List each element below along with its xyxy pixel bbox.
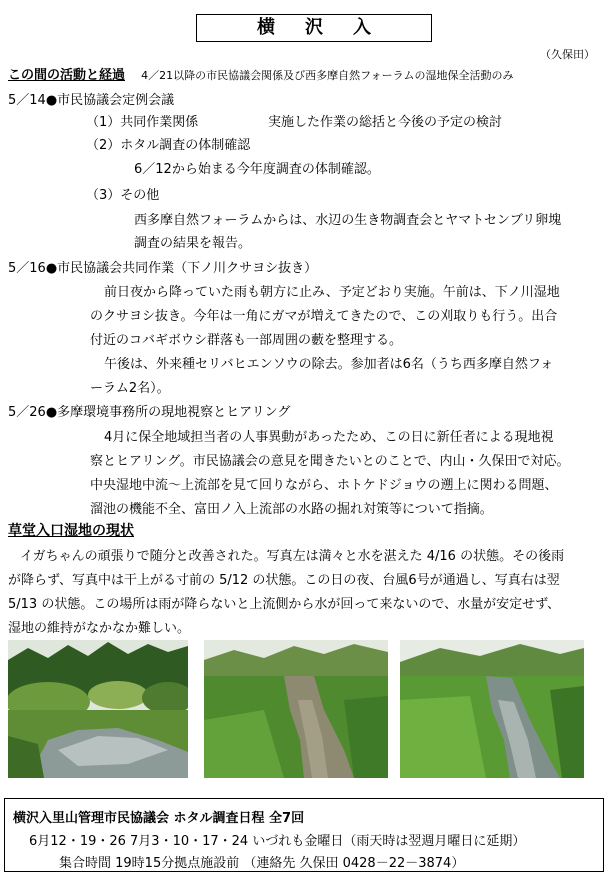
wetland-line-2: が降らず、写真中は干上がる寸前の 5/12 の状態。この日の夜、台風6号が通過し、写真右は翌	[8, 573, 560, 588]
schedule-dates: 6月12・19・26 7月3・10・17・24 いづれも金曜日（雨天時は翌週月曜日に延期）	[29, 834, 526, 849]
wetland-line-4: 湿地の維持がなかなか難しい。	[8, 621, 191, 636]
activity-heading-note: 4／21以降の市民協議会関係及び西多摩自然フォーラムの湿地保全活動のみ	[141, 69, 514, 82]
entry-0516-line-4: 午後は、外来種セリバヒエンソウの除去。参加者は6名（うち西多摩自然フォ	[104, 357, 554, 372]
page-title-box	[196, 14, 432, 42]
entry-0526-line-4: 溜池の機能不全、富田ノ入上流部の水路の掘れ対策等について指摘。	[90, 502, 493, 517]
schedule-meeting: 集合時間 19時15分拠点施設前 （連絡先 久保田 0428－22－3874）	[59, 856, 465, 871]
photo-right-wetland-0513	[400, 640, 584, 778]
wetland-line-3: 5/13 の状態。この場所は雨が降らないと上流側から水が回って来ないので、水量が安定せず、	[8, 597, 561, 612]
entry-0516-line-2: のクサヨシ抜き。今年は一角にガマが増えてきたので、この刈取りも行う。出合	[90, 309, 558, 324]
entry-0526-line-2: 察とヒアリング。市民協議会の意見を聞きたいとのことで、内山・久保田で対応。	[90, 454, 570, 469]
entry-item-3-detail-1: 西多摩自然フォーラムからは、水辺の生き物調査会とヤマトセンブリ卵塊	[134, 213, 562, 228]
entry-item-1-label: （1）共同作業関係	[86, 115, 199, 130]
entry-item-3: （3）その他	[86, 188, 160, 203]
entry-date-0526: 5／26●多摩環境事務所の現地視察とヒアリング	[8, 405, 291, 420]
photo-middle-wetland-0512	[204, 640, 388, 778]
entry-0516-line-3: 付近のコバギボウシ群落も一部周囲の藪を整理する。	[90, 333, 403, 348]
page-title: 横沢入	[257, 17, 401, 38]
entry-item-3-detail-2: 調査の結果を報告。	[134, 236, 252, 251]
entry-date-0514: 5／14●市民協議会定例会議	[8, 93, 175, 108]
firefly-schedule-box	[4, 798, 604, 872]
entry-item-1	[86, 111, 503, 130]
entry-date-0516: 5／16●市民協議会共同作業（下ノ川クサヨシ抜き）	[8, 261, 318, 276]
activity-heading: この間の活動と経過	[8, 68, 126, 83]
photo-left-wetland-0416	[8, 640, 188, 778]
entry-item-2: （2）ホタル調査の体制確認	[86, 138, 251, 153]
activity-heading-row	[8, 64, 514, 83]
entry-0526-line-1: 4月に保全地域担当者の人事異動があったため、この日に新任者による現地視	[104, 430, 554, 445]
entry-0516-line-1: 前日夜から降っていた雨も朝方に止み、予定どおり実施。午前は、下ノ川湿地	[104, 285, 560, 300]
wetland-heading-text: 草堂入口湿地の現状	[8, 523, 134, 539]
author-name: （久保田）	[540, 48, 595, 61]
entry-item-2-detail: 6／12から始まる今年度調査の体制確認。	[134, 162, 380, 177]
schedule-title: 横沢入里山管理市民協議会 ホタル調査日程 全7回	[13, 811, 305, 826]
entry-0516-line-5: ーラム2名）。	[90, 381, 170, 396]
entry-item-1-detail: 実施した作業の総括と今後の予定の検討	[268, 115, 503, 130]
wetland-heading	[8, 520, 134, 540]
entry-0526-line-3: 中央湿地中流～上流部を見て回りながら、ホトケドジョウの遡上に関わる問題、	[90, 478, 558, 493]
wetland-line-1: イガちゃんの頑張りで随分と改善された。写真左は満々と水を湛えた 4/16 の状態。その後雨	[20, 549, 565, 564]
